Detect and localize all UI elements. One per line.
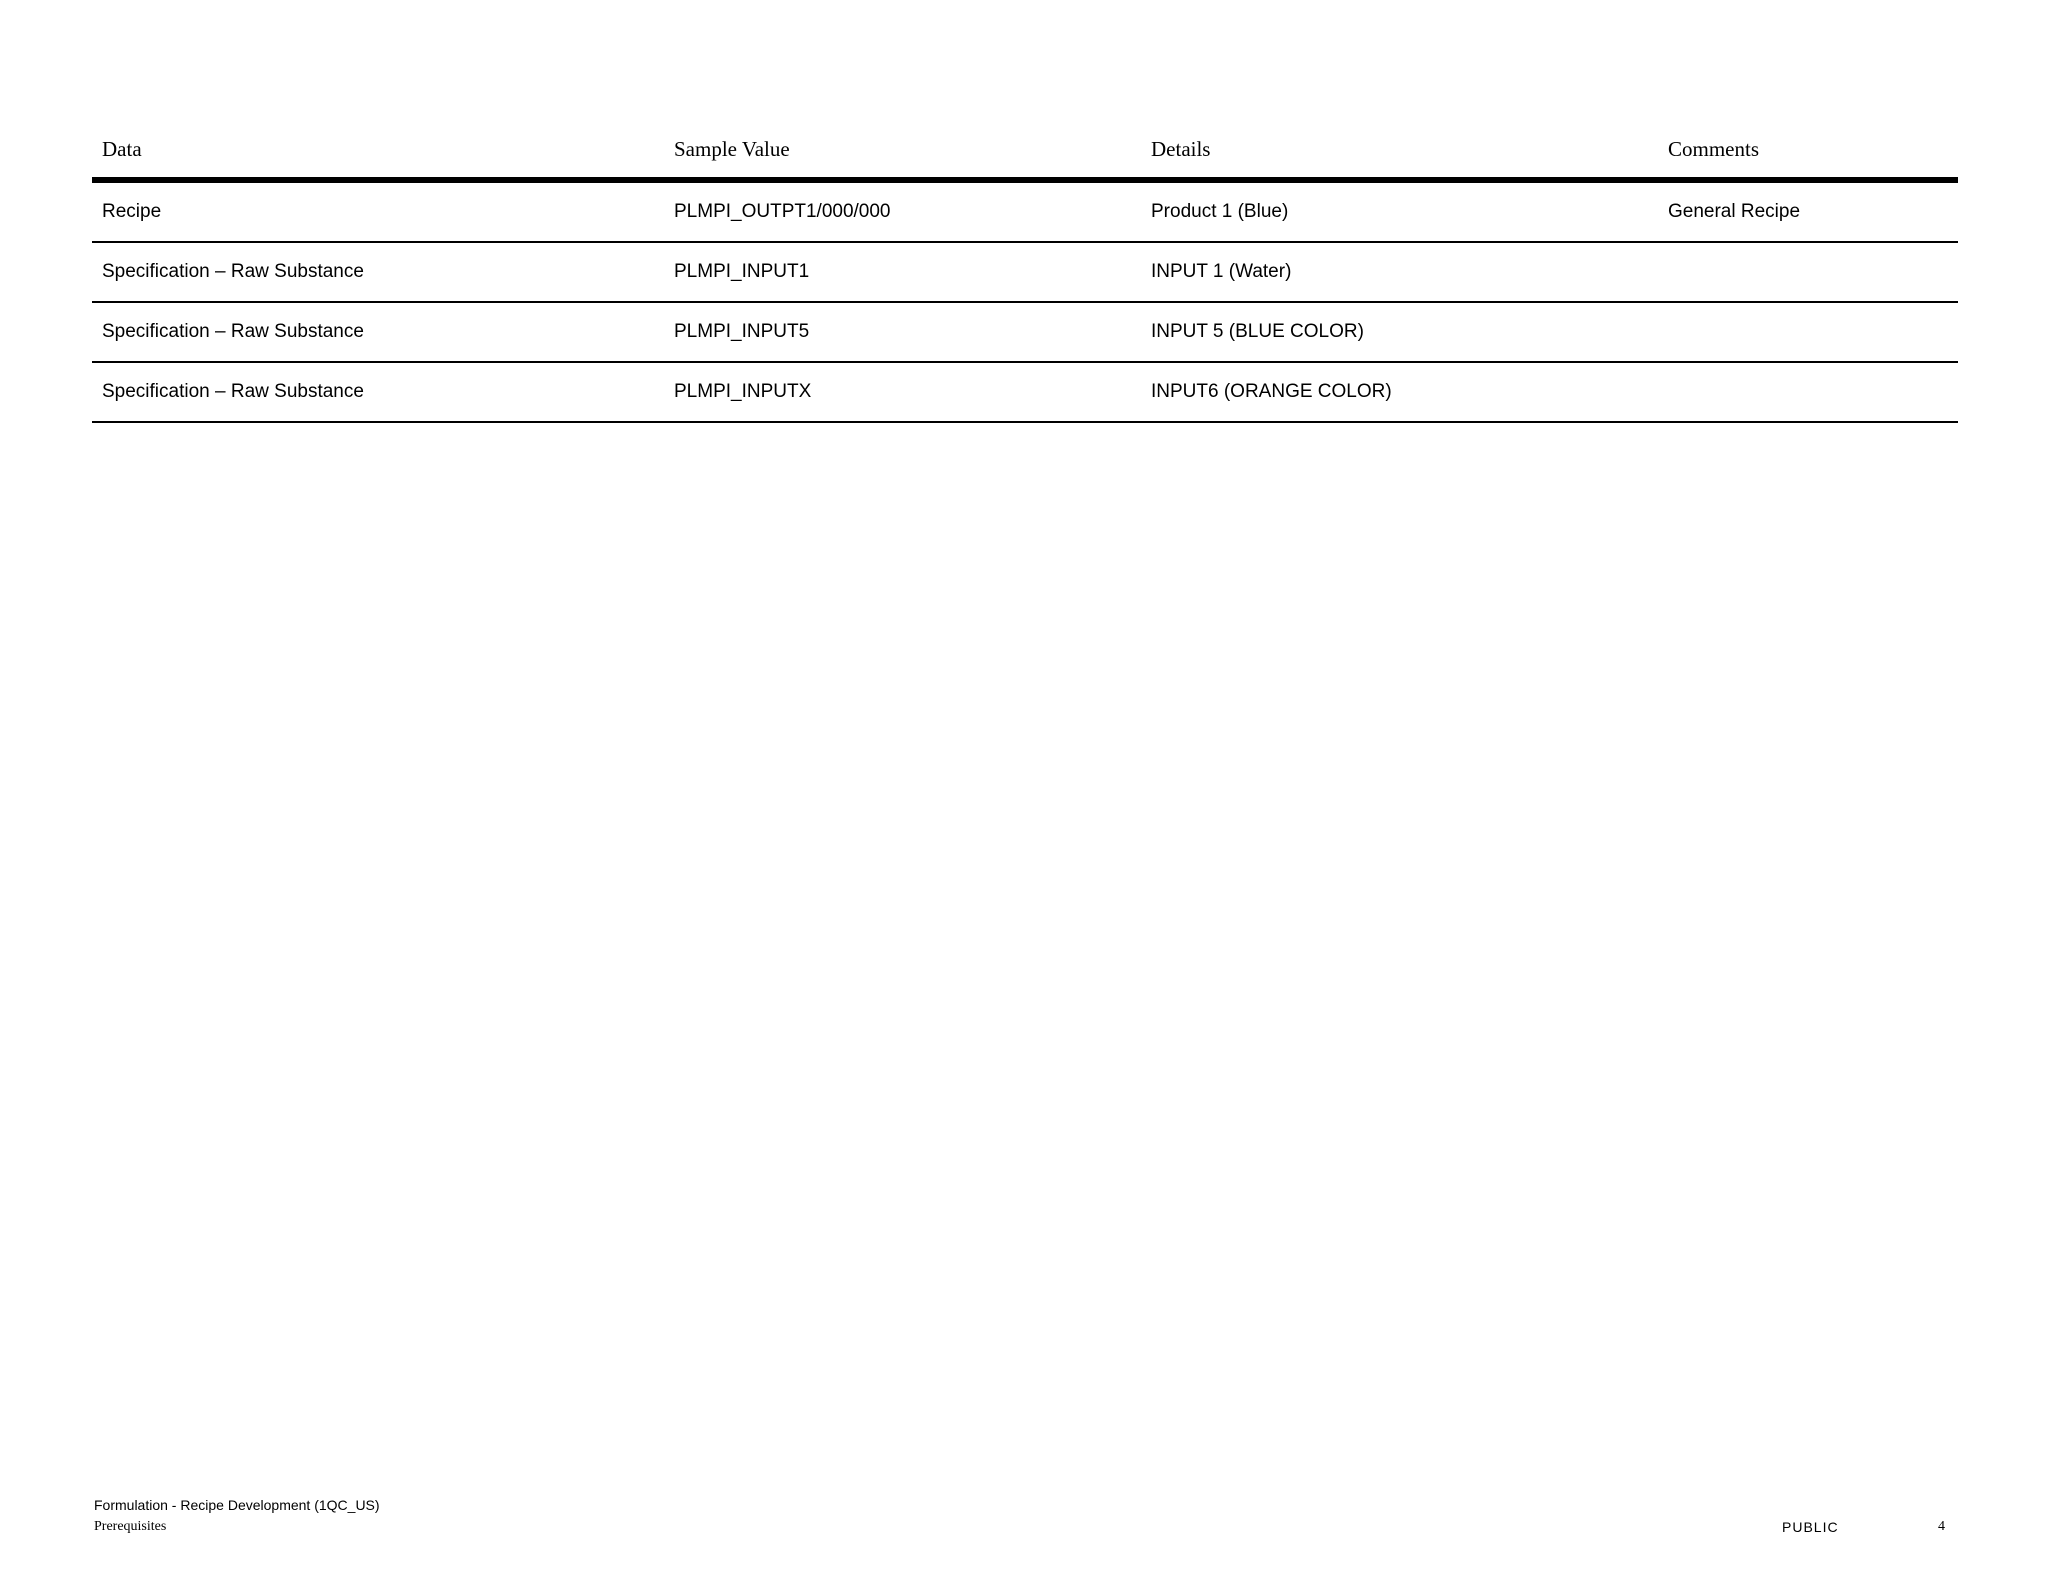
cell-comments [1658, 302, 1958, 362]
cell-sample-value: PLMPI_INPUT5 [664, 302, 1141, 362]
table-row [92, 302, 1958, 362]
footer-left [94, 1494, 380, 1538]
cell-data: Specification – Raw Substance [92, 302, 664, 362]
footer-section-name: Prerequisites [94, 1519, 167, 1534]
cell-sample-value: PLMPI_INPUT1 [664, 242, 1141, 302]
table-row [92, 242, 1958, 302]
table-row [92, 362, 1958, 422]
cell-comments [1658, 242, 1958, 302]
cell-details: Product 1 (Blue) [1141, 180, 1658, 242]
cell-sample-value: PLMPI_OUTPT1/000/000 [664, 180, 1141, 242]
footer-page-number: 4 [1938, 1519, 1945, 1534]
cell-details: INPUT 5 (BLUE COLOR) [1141, 302, 1658, 362]
cell-data: Recipe [92, 180, 664, 242]
cell-comments: General Recipe [1658, 180, 1958, 242]
cell-comments [1658, 362, 1958, 422]
column-header-data: Data [92, 120, 664, 180]
table-header-row [92, 120, 1958, 180]
prerequisites-data-table [92, 120, 1958, 423]
cell-details: INPUT 1 (Water) [1141, 242, 1658, 302]
cell-data: Specification – Raw Substance [92, 362, 664, 422]
footer-document-title: Formulation - Recipe Development (1QC_US) [94, 1497, 380, 1513]
cell-data: Specification – Raw Substance [92, 242, 664, 302]
column-header-comments: Comments [1658, 120, 1958, 180]
footer-classification-label: PUBLIC [1782, 1519, 1839, 1535]
column-header-sample-value: Sample Value [664, 120, 1141, 180]
table-row [92, 180, 1958, 242]
column-header-details: Details [1141, 120, 1658, 180]
cell-details: INPUT6 (ORANGE COLOR) [1141, 362, 1658, 422]
cell-sample-value: PLMPI_INPUTX [664, 362, 1141, 422]
